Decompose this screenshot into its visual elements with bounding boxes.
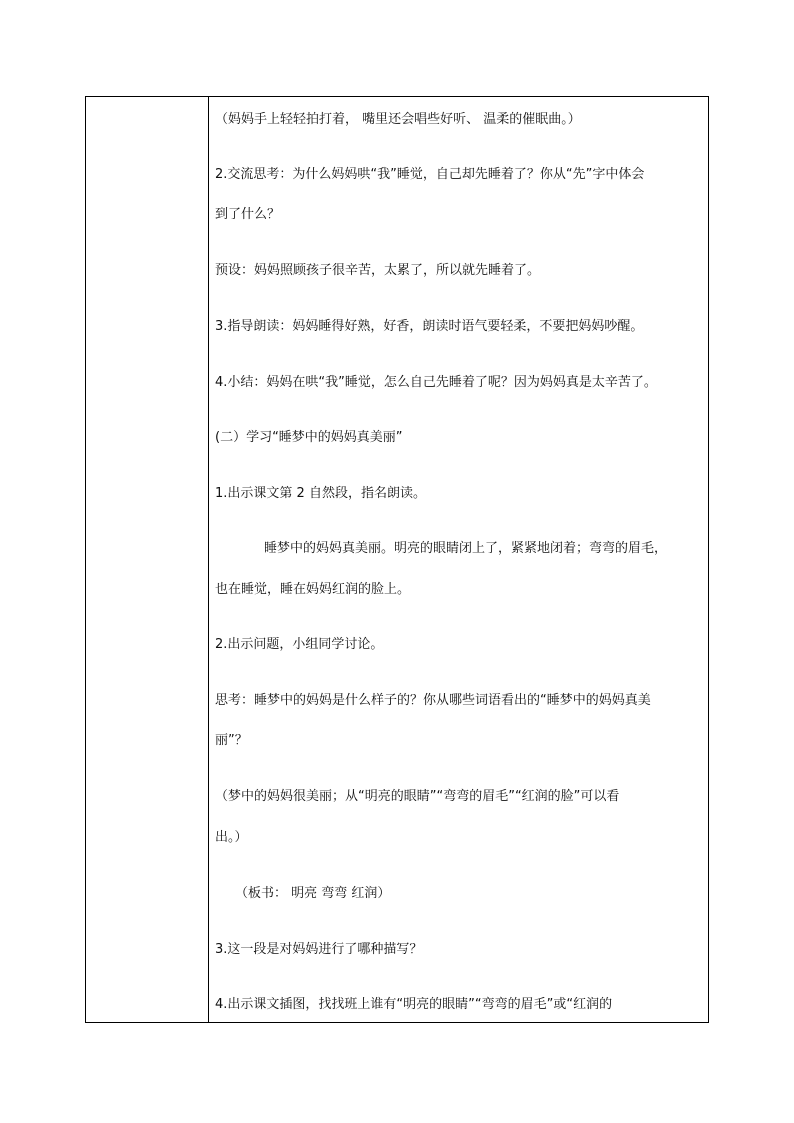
- lesson-plan-table: [85, 96, 709, 1023]
- right-column-cell: [209, 97, 704, 1022]
- text-line-3: 到了什么？: [215, 207, 281, 222]
- text-line-12: 思考：睡梦中的妈妈是什么样子的？你从哪些词语看出的“睡梦中的妈妈真美: [215, 693, 651, 708]
- text-line-5: 3.指导朗读：妈妈睡得好熟，好香，朗读时语气要轻柔，不要把妈妈吵醒。: [215, 319, 644, 334]
- text-line-8: 1.出示课文第 2 自然段，指名朗读。: [215, 486, 426, 501]
- text-line-14: （梦中的妈妈很美丽；从“明亮的眼睛”“弯弯的眉毛”“红润的脸”可以看: [215, 789, 620, 804]
- text-line-15: 出。）: [215, 830, 248, 845]
- left-column-cell: [86, 97, 209, 1022]
- text-line-13: 丽”？: [215, 733, 248, 748]
- section-heading: (二）学习“睡梦中的妈妈真美丽”: [215, 430, 403, 445]
- text-line-1: （妈妈手上轻轻拍打着， 嘴里还会唱些好听、 温柔的催眠曲。）: [215, 112, 581, 127]
- text-line-17: 3.这一段是对妈妈进行了哪种描写？: [215, 942, 423, 957]
- text-line-2: 2.交流思考：为什么妈妈哄“我”睡觉，自己却先睡着了？你从“先”字中体会: [215, 167, 645, 182]
- text-line-18: 4.出示课文插图，找找班上谁有“明亮的眼睛”“弯弯的眉毛”或“红润的: [215, 997, 613, 1012]
- text-line-4: 预设：妈妈照顾孩子很辛苦，太累了，所以就先睡着了。: [215, 263, 541, 278]
- text-line-11: 2.出示问题，小组同学讨论。: [215, 637, 384, 652]
- board-note: （板书： 明亮 弯弯 红润）: [235, 886, 391, 901]
- quoted-passage-line-1: 睡梦中的妈妈真美丽。明亮的眼睛闭上了，紧紧地闭着；弯弯的眉毛，: [264, 541, 668, 556]
- text-line-6: 4.小结：妈妈在哄“我”睡觉，怎么自己先睡着了呢？因为妈妈真是太辛苦了。: [215, 375, 657, 390]
- quoted-passage-line-2: 也在睡觉，睡在妈妈红润的脸上。: [215, 582, 411, 597]
